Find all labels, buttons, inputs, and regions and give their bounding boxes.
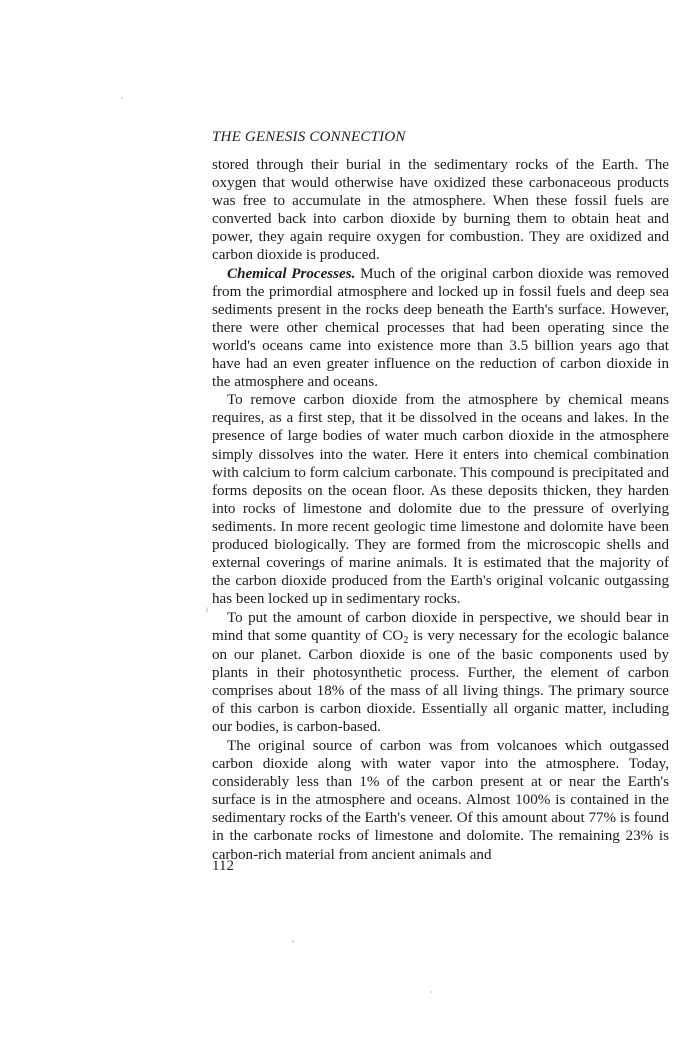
body-text [212, 156, 669, 864]
paragraph-4 [212, 609, 669, 736]
paragraph-3: To remove carbon dioxide from the atmosphere by chemical means requires, as a first step, that it be dissolved in the oceans and lakes. In the presence of large bodies of water much carbon dioxide in the atmosphere simply dissolves into the water. Here it enters into chemical combination with calcium to form calcium carbonate. This compound is precipitated and forms deposits on the ocean floor. As these deposits thicken, they harden into rocks of limestone and dolomite due to the pressure of overlying sediments. In more recent geologic time limestone and dolomite have been produced biologically. They are formed from the microscopic shells and external coverings of marine animals. It is estimated that the majority of the carbon dioxide produced from the Earth's original volcanic outgassing has been locked up in sedimentary rocks. [212, 392, 670, 608]
paragraph-5: The original source of carbon was from volcanoes which outgassed carbon dioxide along with water vapor into the atmosphere. Today, considerably less than 1% of the carbon present at or near the Earth's surface is in the atmosphere and oceans. Almost 100% is contained in the sedimentary rocks of the Earth's veneer. Of this amount about 77% is found in the carbonate rocks of limestone and dolomite. The remaining 23% is carbon-rich material from ancient animals and [212, 738, 669, 863]
paper-speck [206, 607, 208, 613]
section-run-in-heading: Chemical Processes. [227, 265, 356, 282]
co2-subscript: 2 [403, 635, 409, 647]
paragraph-1: stored through their burial in the sedimentary rocks of the Earth. The oxygen that would otherwise have oxidized these carbonaceous products was free to accumulate in the atmosphere. When these fossil fuels are converted back into carbon dioxide by burning them to obtain heat and power, they again require oxygen for combustion. They are oxidized and carbon dioxide is produced. [212, 157, 669, 264]
paragraph-4-text-a: To put the amount of carbon dioxide in perspective, we should bear in mind that some quantity of CO [212, 610, 669, 645]
paragraph-2-text: Much of the original carbon dioxide was removed from the primordial atmosphere and locked up in fossil fuels and deep sea sediments present in the rocks deep beneath the Earth's surface. However, there were other chemical processes that had been operating since the world's oceans came into existence more than 3.5 billion years ago that have had an even greater influence on the reduction of carbon dioxide in the atmosphere and oceans. [212, 265, 669, 391]
paragraph-2 [212, 265, 669, 392]
running-head: THE GENESIS CONNECTION [212, 129, 406, 145]
paper-speck [121, 97, 123, 99]
paper-speck [430, 991, 432, 993]
paragraph-4-text-b: is very necessary for the ecologic balance on our planet. Carbon dioxide is one of the basic components used by plants in their photosynthetic process. Further, the element of carbon comprises about 18% of the mass of all living things. The primary source of this carbon is carbon dioxide. Essentially all organic matter, including our bodies, is carbon-based. [212, 628, 669, 735]
paper-speck [292, 940, 294, 943]
page-number: 112 [212, 858, 234, 874]
